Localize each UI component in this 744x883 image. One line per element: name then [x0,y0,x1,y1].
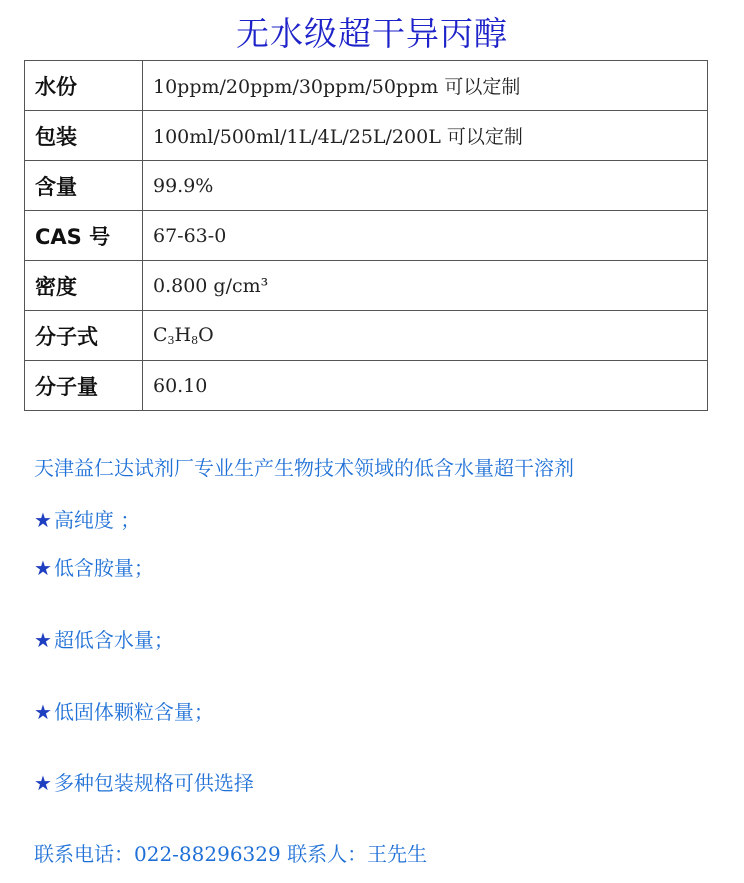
table-row-cas [25,211,708,261]
feature-label: 低固体颗粒含量； [53,700,214,724]
table-row-density [25,261,708,311]
company-description: 天津益仁达试剂厂专业生产生物技术领域的低含水量超干溶剂 [34,456,574,480]
page-title: 无水级超干异丙醇 [236,14,508,53]
feature-item [34,696,214,725]
star-icon: ★ [34,508,52,532]
star-icon: ★ [34,628,52,652]
row-label: 含量 [25,161,143,211]
feature-item [34,624,174,653]
feature-label: 低含胺量； [53,556,154,580]
star-icon: ★ [34,700,52,724]
table-row-packaging [25,111,708,161]
contact-info: 联系电话：022-88296329 联系人：王先生 [34,842,428,866]
row-value: 10ppm/20ppm/30ppm/50ppm 可以定制 [143,61,708,111]
row-value: 99.9% [143,161,708,211]
row-label: 分子式 [25,311,143,361]
table-row-water-content [25,61,708,111]
feature-item [34,504,140,533]
spec-table [24,60,708,411]
star-icon: ★ [34,771,52,795]
feature-label: 高纯度 ； [53,508,141,532]
row-label: 分子量 [25,361,143,411]
row-label: 水份 [25,61,143,111]
row-value: 0.800 g/cm³ [143,261,708,311]
formula-hydrogen: H [174,324,192,346]
table-row-purity [25,161,708,211]
feature-item [34,552,154,581]
row-label: 包装 [25,111,143,161]
feature-label: 多种包装规格可供选择 [53,771,254,795]
molecular-formula [143,311,708,361]
formula-carbon: C [153,324,168,346]
row-value: 60.10 [143,361,708,411]
table-row-formula [25,311,708,361]
row-label: 密度 [25,261,143,311]
feature-item [34,767,254,796]
formula-carbon-count: 3 [167,334,175,347]
formula-hydrogen-count: 8 [191,334,199,347]
table-row-molecular-weight [25,361,708,411]
row-value: 100ml/500ml/1L/4L/25L/200L 可以定制 [143,111,708,161]
row-label: CAS 号 [25,211,143,261]
row-value: 67-63-0 [143,211,708,261]
star-icon: ★ [34,556,52,580]
feature-label: 超低含水量； [53,628,174,652]
formula-oxygen: O [198,324,214,346]
